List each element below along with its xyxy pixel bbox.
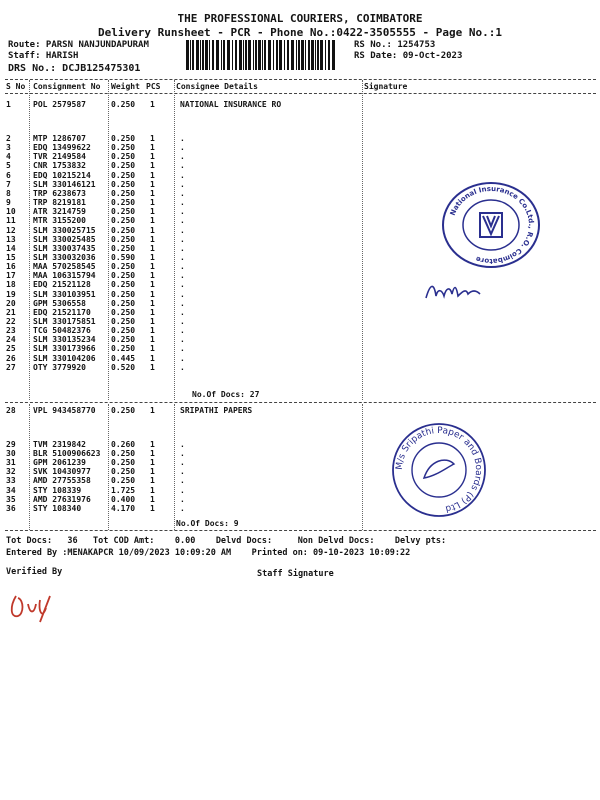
barcode-bar (298, 40, 300, 70)
row-consignee-dot: . (180, 170, 185, 180)
table-row (0, 335, 600, 344)
barcode-bar (223, 40, 225, 70)
row-consignment-no: EDQ 13499622 (33, 143, 91, 153)
row-pcs: 1 (150, 134, 155, 143)
row-weight: 0.400 (111, 494, 136, 504)
barcode-bar (216, 40, 219, 70)
barcode-bar (227, 40, 230, 70)
row-weight: 0.250 (111, 326, 136, 336)
footer-rule (5, 530, 596, 531)
row-weight: 0.250 (111, 225, 136, 235)
row-consignment-no: GPM 5306558 (33, 298, 86, 308)
barcode-bar (190, 40, 191, 70)
row-sno: 22 (6, 317, 16, 326)
row-sno: 36 (6, 503, 16, 513)
row-sno: 5 (6, 161, 11, 171)
row-consignee-dot: . (180, 467, 185, 477)
row-pcs: 1 (150, 317, 155, 326)
row-weight: 0.250 (111, 298, 136, 308)
row-weight: 0.250 (111, 344, 136, 354)
row-weight: 0.520 (111, 362, 136, 372)
row-pcs: 1 (150, 207, 155, 217)
staff-label: Staff: HARISH (8, 51, 79, 61)
svg-text:M/s Sripathi Paper and Boards (395, 426, 483, 513)
barcode-bar (202, 40, 204, 70)
col-weight: Weight (111, 82, 140, 91)
row-pcs: 1 (150, 170, 155, 180)
row-weight: 0.250 (111, 216, 136, 226)
row-pcs: 1 (150, 271, 155, 281)
row-pcs: 1 (150, 225, 155, 235)
row-sno: 7 (6, 179, 11, 189)
table-row (0, 363, 600, 372)
row-sno: 35 (6, 494, 16, 504)
row-consignee-dot: . (180, 440, 185, 449)
row-weight: 0.250 (111, 143, 136, 153)
table-row (0, 458, 600, 467)
barcode (186, 40, 338, 70)
row-pcs: 1 (150, 234, 155, 244)
row-consignment-no: SLM 330173966 (33, 344, 96, 354)
row-pcs: 1 (150, 100, 155, 109)
row-consignee-dot: . (180, 161, 185, 171)
barcode-bar (239, 40, 242, 70)
row-consignment-no: SLM 330103951 (33, 289, 96, 299)
row-pcs: 1 (150, 485, 155, 495)
row-weight: 4.170 (111, 503, 136, 513)
row-pcs: 1 (150, 198, 155, 208)
row-sno: 33 (6, 476, 16, 486)
row-sno: 34 (6, 485, 16, 495)
row-weight: 0.250 (111, 317, 136, 326)
row-sno: 3 (6, 143, 11, 153)
table-row (0, 299, 600, 308)
row-consignee-dot: . (180, 326, 185, 336)
row-consignee-dot: . (180, 271, 185, 281)
row-consignee-dot: . (180, 476, 185, 486)
row-weight: 0.250 (111, 207, 136, 217)
row-sno: 30 (6, 449, 16, 459)
row-consignment-no: AMD 27755358 (33, 476, 91, 486)
row-pcs: 1 (150, 353, 155, 363)
table-row (0, 406, 600, 415)
row-consignment-no: MAA 106315794 (33, 271, 96, 281)
row-consignee-dot: . (180, 188, 185, 198)
row-pcs: 1 (150, 503, 155, 513)
docs-count: No.Of Docs: 27 (192, 390, 260, 399)
col-sno: S No (6, 82, 26, 91)
barcode-bar (284, 40, 285, 70)
insurance-ring-text: National Insurance Co.Ltd., R.O. Coimbatore (448, 184, 536, 266)
row-consignee-dot: . (180, 307, 185, 317)
row-consignment-no: EDQ 21521170 (33, 307, 91, 317)
table-row (0, 152, 600, 161)
row-sno: 13 (6, 234, 16, 244)
column-headers (0, 82, 600, 92)
table-row (0, 171, 600, 180)
barcode-bar (305, 40, 306, 70)
row-consignee-dot: . (180, 225, 185, 235)
row-sno: 27 (6, 362, 16, 372)
row-pcs: 1 (150, 344, 155, 354)
row-sno: 18 (6, 280, 16, 290)
row-consignment-no: SLM 330037435 (33, 243, 96, 253)
table-row (0, 354, 600, 363)
row-consignment-no: OTY 3779920 (33, 362, 86, 372)
row-sno: 9 (6, 198, 11, 208)
row-pcs: 1 (150, 449, 155, 459)
row-sno: 28 (6, 406, 16, 415)
row-consignment-no: BLR 5100906623 (33, 449, 101, 459)
row-weight: 0.250 (111, 161, 136, 171)
row-consignment-no: SLM 330025485 (33, 234, 96, 244)
barcode-bar (255, 40, 257, 70)
table-row (0, 280, 600, 289)
barcode-bar (308, 40, 310, 70)
col-signature: Signature (364, 82, 408, 91)
barcode-bar (291, 40, 294, 70)
row-sno: 20 (6, 298, 16, 308)
barcode-bar (311, 40, 314, 70)
row-consignee-dot: . (180, 485, 185, 495)
table-row (0, 495, 600, 504)
barcode-bar (248, 40, 251, 70)
row-weight: 0.250 (111, 234, 136, 244)
row-weight: 0.250 (111, 458, 136, 468)
barcode-bar (268, 40, 271, 70)
row-consignee-dot: . (180, 243, 185, 253)
row-consignment-no: SLM 330025715 (33, 225, 96, 235)
row-consignee-dot: . (180, 234, 185, 244)
row-weight: 0.260 (111, 440, 136, 449)
row-consignment-no: ATR 3214759 (33, 207, 86, 217)
barcode-bar (205, 40, 208, 70)
row-pcs: 1 (150, 406, 155, 415)
row-pcs: 1 (150, 143, 155, 153)
barcode-bar (192, 40, 194, 70)
consignee-name: NATIONAL INSURANCE RO (180, 100, 282, 109)
row-weight: 0.250 (111, 476, 136, 486)
table-row (0, 100, 600, 109)
barcode-bar (262, 40, 263, 70)
table-row (0, 271, 600, 280)
row-sno: 1 (6, 100, 11, 109)
header-rule-top (5, 79, 596, 80)
barcode-bar (200, 40, 201, 70)
barcode-bar (221, 40, 222, 70)
company-title: THE PROFESSIONAL COURIERS, COIMBATORE (177, 12, 423, 25)
row-consignment-no: TCG 50482376 (33, 326, 91, 336)
row-consignment-no: VPL 943458770 (33, 406, 96, 415)
row-consignee-dot: . (180, 458, 185, 468)
row-consignee-dot: . (180, 317, 185, 326)
table-row (0, 290, 600, 299)
row-pcs: 1 (150, 476, 155, 486)
table-row (0, 326, 600, 335)
row-weight: 0.250 (111, 198, 136, 208)
row-consignee-dot: . (180, 280, 185, 290)
table-row (0, 134, 600, 143)
barcode-bar (320, 40, 323, 70)
table-row (0, 486, 600, 495)
row-weight: 0.250 (111, 307, 136, 317)
drs-number: DRS No.: DCJB125475301 (8, 63, 141, 74)
table-row (0, 467, 600, 476)
barcode-bar (273, 40, 274, 70)
row-sno: 4 (6, 152, 11, 162)
barcode-bar (186, 40, 189, 70)
table-row (0, 440, 600, 449)
table-row (0, 317, 600, 326)
barcode-bar (253, 40, 254, 70)
row-sno: 8 (6, 188, 11, 198)
handwritten-signature-1 (422, 278, 492, 308)
row-weight: 1.725 (111, 485, 136, 495)
sripathi-ring-text: M/s Sripathi Paper and Boards (P) Ltd (394, 425, 484, 514)
row-consignee-dot: . (180, 494, 185, 504)
row-consignment-no: TVR 2149584 (33, 152, 86, 162)
row-consignee-dot: . (180, 134, 185, 143)
table-row (0, 161, 600, 170)
barcode-bar (232, 40, 233, 70)
row-consignment-no: SLM 330146121 (33, 179, 96, 189)
row-consignee-dot: . (180, 335, 185, 345)
row-consignment-no: STY 108340 (33, 503, 82, 513)
row-consignee-dot: . (180, 198, 185, 208)
table-row (0, 344, 600, 353)
row-pcs: 1 (150, 298, 155, 308)
row-consignment-no: SLM 330032036 (33, 252, 96, 262)
staff-signature-label: Staff Signature (257, 569, 334, 579)
row-pcs: 1 (150, 179, 155, 189)
row-sno: 11 (6, 216, 16, 226)
row-consignee-dot: . (180, 207, 185, 217)
row-pcs: 1 (150, 362, 155, 372)
table-row (0, 449, 600, 458)
barcode-bar (212, 40, 214, 70)
row-consignee-dot: . (180, 216, 185, 226)
sripathi-seal-stamp (384, 420, 494, 520)
row-sno: 32 (6, 467, 16, 477)
group-separator (5, 402, 596, 403)
barcode-bar (276, 40, 278, 70)
entered-line: Entered By :MENAKAPCR 10/09/2023 10:09:20 AM Printed on: 09-10-2023 10:09:22 (6, 548, 411, 558)
row-pcs: 1 (150, 335, 155, 345)
row-sno: 25 (6, 344, 16, 354)
row-consignment-no: MTR 3155200 (33, 216, 86, 226)
barcode-bar (317, 40, 319, 70)
rs-date: RS Date: 09-Oct-2023 (354, 51, 463, 61)
barcode-bar (325, 40, 326, 70)
row-sno: 29 (6, 440, 16, 449)
row-sno: 21 (6, 307, 16, 317)
barcode-bar (235, 40, 237, 70)
row-sno: 23 (6, 326, 16, 336)
row-consignment-no: EDQ 10215214 (33, 170, 91, 180)
row-pcs: 1 (150, 440, 155, 449)
row-pcs: 1 (150, 280, 155, 290)
row-pcs: 1 (150, 188, 155, 198)
row-weight: 0.250 (111, 179, 136, 189)
row-pcs: 1 (150, 161, 155, 171)
row-consignee-dot: . (180, 298, 185, 308)
row-weight: 0.250 (111, 170, 136, 180)
col-pcs: PCS (146, 82, 161, 91)
row-pcs: 1 (150, 289, 155, 299)
row-pcs: 1 (150, 152, 155, 162)
row-weight: 0.250 (111, 289, 136, 299)
barcode-bar (301, 40, 304, 70)
row-consignment-no: CNR 1753832 (33, 161, 86, 171)
barcode-bar (209, 40, 210, 70)
barcode-bar (258, 40, 261, 70)
row-consignment-no: TRP 6238673 (33, 188, 86, 198)
barcode-bar (243, 40, 244, 70)
row-consignee-dot: . (180, 152, 185, 162)
row-weight: 0.250 (111, 262, 136, 272)
row-weight: 0.250 (111, 406, 136, 415)
row-consignment-no: MAA 570258545 (33, 262, 96, 272)
row-sno: 31 (6, 458, 16, 468)
row-weight: 0.250 (111, 100, 136, 109)
row-pcs: 1 (150, 307, 155, 317)
row-pcs: 1 (150, 262, 155, 272)
row-sno: 16 (6, 262, 16, 272)
barcode-bar (296, 40, 297, 70)
row-consignment-no: SLM 330104206 (33, 353, 96, 363)
row-consignee-dot: . (180, 289, 185, 299)
barcode-bar (245, 40, 247, 70)
row-pcs: 1 (150, 243, 155, 253)
row-consignee-dot: . (180, 143, 185, 153)
row-sno: 6 (6, 170, 11, 180)
row-pcs: 1 (150, 458, 155, 468)
runsheet-subtitle: Delivery Runsheet - PCR - Phone No.:0422-3505555 - Page No.:1 (98, 26, 502, 39)
row-consignee-dot: . (180, 503, 185, 513)
row-weight: 0.590 (111, 252, 136, 262)
row-weight: 0.250 (111, 271, 136, 281)
row-consignee-dot: . (180, 262, 185, 272)
row-sno: 26 (6, 353, 16, 363)
row-consignment-no: TVM 2319842 (33, 440, 86, 449)
row-consignment-no: TRP 8219181 (33, 198, 86, 208)
row-consignee-dot: . (180, 344, 185, 354)
col-consignee: Consignee Details (176, 82, 258, 91)
barcode-bar (264, 40, 266, 70)
row-sno: 12 (6, 225, 16, 235)
verified-by: Verified By (6, 567, 63, 577)
row-weight: 0.250 (111, 152, 136, 162)
row-consignment-no: MTP 1286707 (33, 134, 86, 143)
row-consignment-no: GPM 2061239 (33, 458, 86, 468)
row-consignee-dot: . (180, 252, 185, 262)
row-sno: 19 (6, 289, 16, 299)
barcode-bar (315, 40, 316, 70)
row-consignment-no: EDQ 21521128 (33, 280, 91, 290)
row-sno: 2 (6, 134, 11, 143)
row-sno: 10 (6, 207, 16, 217)
row-consignment-no: SLM 330135234 (33, 335, 96, 345)
insurance-seal-stamp (436, 180, 546, 270)
row-weight: 0.250 (111, 335, 136, 345)
row-weight: 0.250 (111, 188, 136, 198)
table-row (0, 143, 600, 152)
row-consignment-no: SVK 10430977 (33, 467, 91, 477)
row-sno: 14 (6, 243, 16, 253)
barcode-bar (287, 40, 289, 70)
row-weight: 0.250 (111, 280, 136, 290)
row-weight: 0.250 (111, 134, 136, 143)
header-rule-bottom (5, 93, 596, 94)
row-consignee-dot: . (180, 362, 185, 372)
row-sno: 15 (6, 252, 16, 262)
handwritten-initials (4, 586, 74, 626)
row-pcs: 1 (150, 216, 155, 226)
table-row (0, 476, 600, 485)
table-row (0, 504, 600, 513)
barcode-bar (196, 40, 199, 70)
table-row (0, 308, 600, 317)
totals-line: Tot Docs: 36 Tot COD Amt: 0.00 Delvd Docs: Non Delvd Docs: Delvy pts: (6, 536, 447, 546)
row-sno: 17 (6, 271, 16, 281)
row-weight: 0.250 (111, 467, 136, 477)
barcode-bar (328, 40, 330, 70)
row-pcs: 1 (150, 494, 155, 504)
row-consignment-no: POL 2579587 (33, 100, 86, 109)
rs-number: RS No.: 1254753 (354, 40, 436, 50)
row-weight: 0.445 (111, 353, 136, 363)
route-label: Route: PARSN NANJUNDAPURAM (8, 40, 149, 50)
row-consignment-no: AMD 27631976 (33, 494, 91, 504)
barcode-bar (332, 40, 335, 70)
row-consignee-dot: . (180, 179, 185, 189)
barcode-bar (279, 40, 282, 70)
row-sno: 24 (6, 335, 16, 345)
row-pcs: 1 (150, 326, 155, 336)
row-pcs: 1 (150, 467, 155, 477)
row-consignment-no: STY 108339 (33, 485, 82, 495)
row-consignee-dot: . (180, 353, 185, 363)
row-pcs: 1 (150, 252, 155, 262)
row-consignee-dot: . (180, 449, 185, 459)
consignee-name: SRIPATHI PAPERS (180, 406, 253, 415)
row-weight: 0.250 (111, 449, 136, 459)
col-consignment: Consignment No (33, 82, 101, 91)
row-weight: 0.250 (111, 243, 136, 253)
row-consignment-no: SLM 330175851 (33, 317, 96, 326)
docs-count: No.Of Docs: 9 (176, 519, 239, 528)
